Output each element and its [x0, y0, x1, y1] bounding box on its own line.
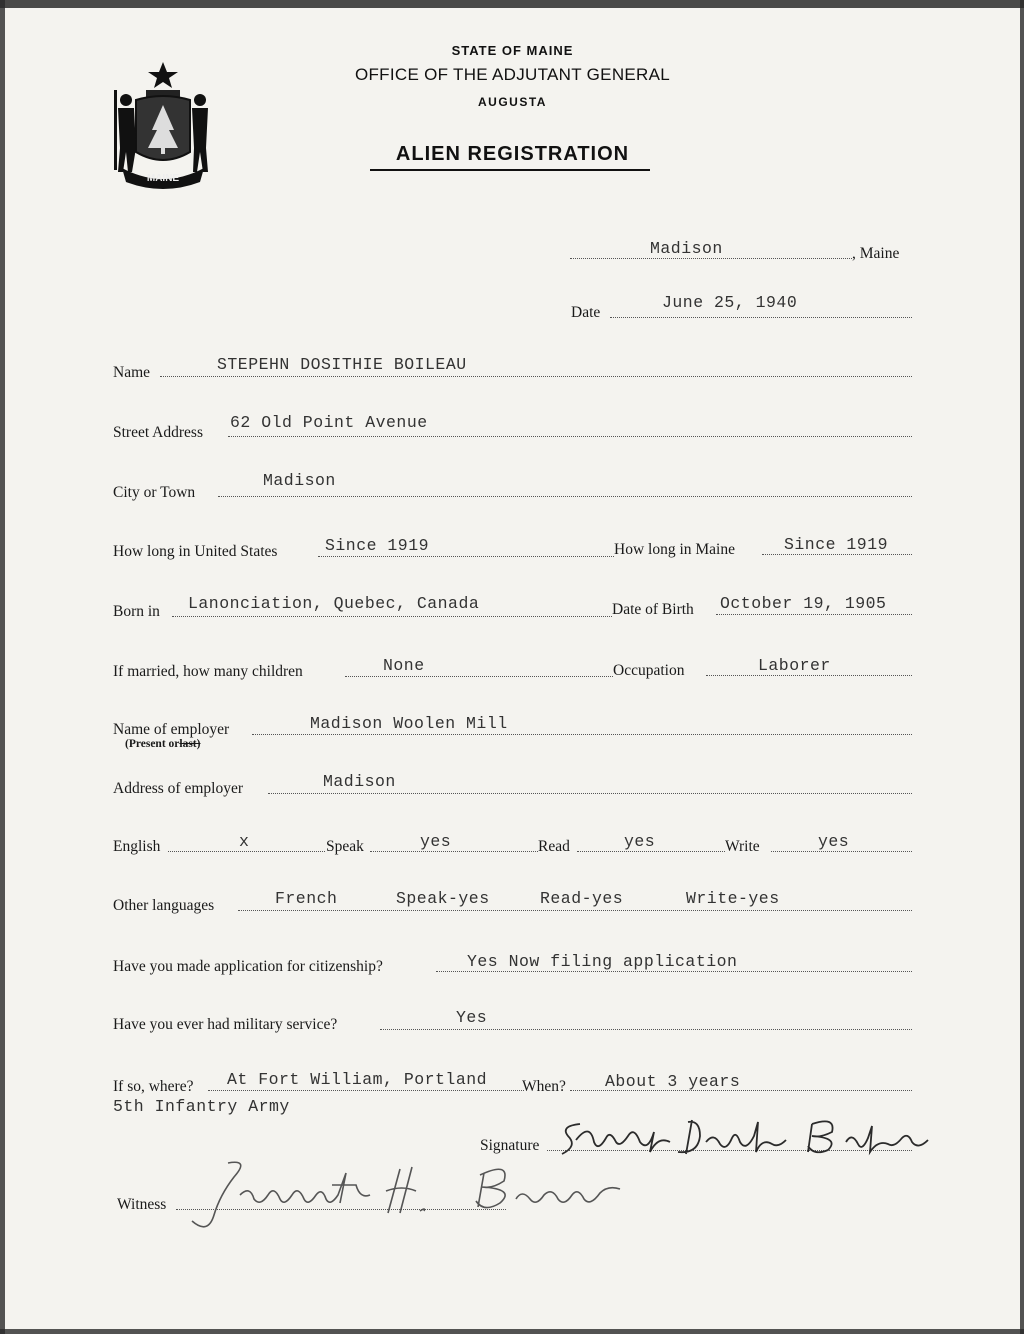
signature-label: Signature: [480, 1137, 540, 1154]
write-label: Write: [725, 838, 760, 855]
other-read-value: Read-yes: [540, 889, 624, 908]
date-value: June 25, 1940: [662, 293, 798, 312]
city-label: City or Town: [113, 484, 196, 501]
write-value: yes: [818, 832, 850, 851]
street-value: 62 Old Point Avenue: [230, 413, 428, 432]
date-label: Date: [571, 304, 601, 321]
when-label: When?: [522, 1078, 566, 1095]
svg-text:MAINE: MAINE: [146, 173, 180, 184]
children-label: If married, how many children: [113, 663, 303, 680]
where-label: If so, where?: [113, 1078, 194, 1095]
how-long-maine-value: Since 1919: [784, 535, 889, 554]
scan-border-top: [0, 0, 1024, 8]
read-label: Read: [538, 838, 570, 855]
write-line: [771, 851, 912, 852]
military-value: Yes: [456, 1008, 488, 1027]
military-line: [380, 1029, 912, 1030]
employer-address-label: Address of employer: [113, 780, 243, 797]
place-value: Madison: [650, 239, 723, 258]
other-lang-value: French: [275, 889, 338, 908]
other-languages-line: [238, 910, 912, 911]
name-value: STEPEHN DOSITHIE BOILEAU: [217, 355, 467, 374]
speak-line: [370, 851, 538, 852]
scan-border-bottom: [0, 1329, 1024, 1334]
name-line: [160, 376, 912, 377]
employer-value: Madison Woolen Mill: [310, 714, 508, 733]
title-underline: [370, 169, 650, 171]
born-in-line: [172, 616, 612, 617]
header-city: AUGUSTA: [478, 95, 547, 109]
employer-address-line: [268, 793, 912, 794]
scan-border-right: [1020, 0, 1024, 1334]
children-line: [345, 676, 613, 677]
header-office: OFFICE OF THE ADJUTANT GENERAL: [354, 65, 671, 84]
date-line: [610, 317, 912, 318]
scan-border-left: [0, 0, 5, 1334]
occupation-label: Occupation: [613, 662, 685, 679]
read-value: yes: [624, 832, 656, 851]
other-languages-label: Other languages: [113, 897, 215, 914]
other-speak-value: Speak-yes: [396, 889, 490, 908]
how-long-us-label: How long in United States: [113, 543, 278, 560]
place-line: [570, 258, 852, 259]
dob-value: October 19, 1905: [720, 594, 887, 613]
street-label: Street Address: [113, 424, 203, 441]
form-title: ALIEN REGISTRATION: [395, 143, 630, 165]
employer-label: Name of employer: [113, 721, 230, 738]
how-long-maine-label: How long in Maine: [614, 541, 735, 558]
dob-label: Date of Birth: [612, 601, 694, 618]
how-long-maine-line: [762, 554, 912, 555]
speak-value: yes: [420, 832, 452, 851]
city-line: [218, 496, 912, 497]
when-value: About 3 years: [605, 1072, 741, 1091]
witness-label: Witness: [117, 1196, 167, 1213]
military-label: Have you ever had military service?: [113, 1016, 338, 1033]
english-line: [168, 851, 325, 852]
citizenship-label: Have you made application for citizenship?: [113, 958, 383, 975]
employer-line: [252, 734, 912, 735]
maine-seal-icon: [108, 60, 218, 190]
employer-sublabel: (Present orlast): [125, 738, 201, 750]
employer-address-value: Madison: [323, 772, 396, 791]
how-long-us-line: [318, 556, 614, 557]
name-label: Name: [113, 364, 151, 381]
city-value: Madison: [263, 471, 336, 490]
born-in-value: Lanonciation, Quebec, Canada: [188, 594, 480, 613]
occupation-line: [706, 675, 912, 676]
other-write-value: Write-yes: [686, 889, 780, 908]
street-line: [228, 436, 912, 437]
born-in-label: Born in: [113, 603, 160, 620]
citizenship-line: [436, 971, 912, 972]
children-value: None: [383, 656, 425, 675]
english-value: x: [239, 832, 250, 851]
occupation-value: Laborer: [758, 656, 831, 675]
place-suffix: , Maine: [852, 245, 900, 262]
where-value: At Fort William, Portland: [227, 1070, 488, 1089]
speak-label: Speak: [326, 838, 364, 855]
where-extra-value: 5th Infantry Army: [113, 1097, 290, 1116]
how-long-us-value: Since 1919: [325, 536, 430, 555]
where-line: [208, 1090, 524, 1091]
read-line: [577, 851, 725, 852]
dob-line: [716, 614, 912, 615]
witness-handwriting: [180, 1155, 630, 1240]
header-state: STATE OF MAINE: [451, 43, 574, 58]
english-label: English: [113, 838, 161, 855]
citizenship-value: Yes Now filing application: [467, 952, 738, 971]
